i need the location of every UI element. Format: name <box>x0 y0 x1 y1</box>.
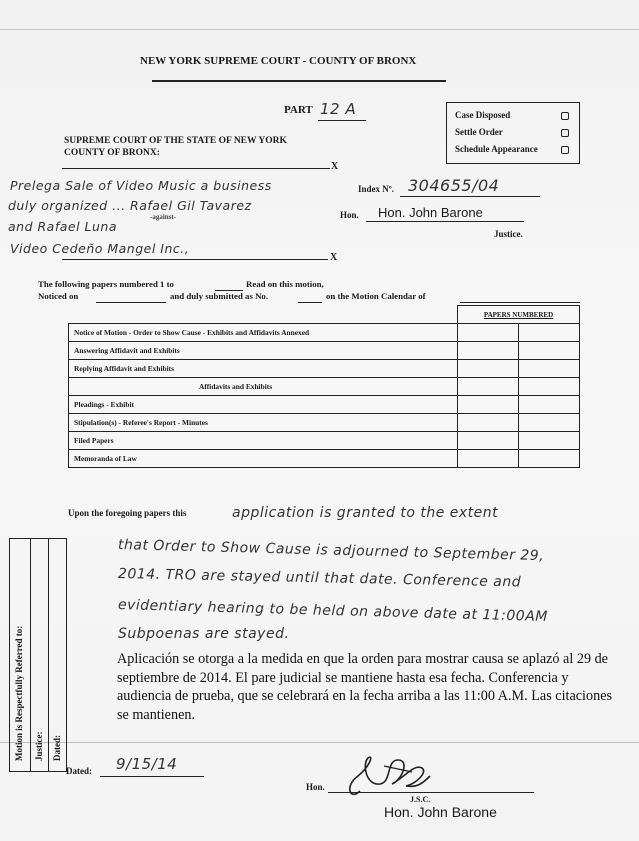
settle-order-checkbox[interactable] <box>561 129 569 137</box>
decision-hw-line-3: 2014. TRO are stayed until that date. Conference and <box>117 566 522 591</box>
part-underline <box>318 120 366 121</box>
motion-blank-3 <box>298 302 322 303</box>
caption-x-bottom: X <box>330 252 338 263</box>
motion-line-2b: and duly submitted as No. <box>170 291 269 301</box>
decision-hw-line-4: evidentiary hearing to be held on above date at 11:00AM <box>117 597 549 626</box>
paper-row-label: Memoranda of Law <box>69 450 458 468</box>
index-underline <box>400 196 540 197</box>
court-line-1: SUPREME COURT OF THE STATE OF NEW YORK <box>64 136 287 146</box>
scan-edge-top <box>0 29 639 30</box>
referred-label: Motion is Respectfully Referred to: <box>14 625 24 761</box>
referral-box <box>9 538 67 772</box>
table-header-row <box>69 306 580 324</box>
index-number: 304655/04 <box>408 176 500 195</box>
justice-label: Justice. <box>494 229 523 239</box>
dated-label: Dated: <box>66 766 92 776</box>
decision-intro: Upon the foregoing papers this <box>68 508 187 518</box>
table-row <box>69 396 580 414</box>
index-label: Index Nº. <box>358 184 394 194</box>
table-row <box>69 342 580 360</box>
table-row <box>69 414 580 432</box>
table-row <box>69 324 580 342</box>
table-row <box>69 378 580 396</box>
signature-line <box>328 792 534 793</box>
title-underline <box>152 80 446 82</box>
court-title: NEW YORK SUPREME COURT - COUNTY OF BRONX <box>140 55 417 67</box>
sidebox-justice-label: Justice: <box>34 731 44 761</box>
table-row <box>69 450 580 468</box>
settle-order-label: Settle Order <box>455 127 503 137</box>
jsc-label: J.S.C. <box>410 795 431 804</box>
schedule-appearance-label: Schedule Appearance <box>455 144 538 154</box>
decision-hw-line-1: application is granted to the extent <box>232 505 499 521</box>
caption-judge-name: Hon. John Barone <box>378 205 483 220</box>
part-label: PART <box>284 104 313 116</box>
table-row <box>69 360 580 378</box>
caption-x-top: X <box>331 161 339 172</box>
paper-row-label: Notice of Motion - Order to Show Cause - Exhibits and Affidavits Annexed <box>69 324 458 342</box>
case-status-box <box>446 102 580 164</box>
dated-value: 9/15/14 <box>116 755 178 773</box>
case-disposed-label: Case Disposed <box>455 110 511 120</box>
spanish-translation: Aplicación se otorga a la medida en que la orden para mostrar causa se aplazó al 29 de septiembre de 2014. El pare judicial se mantiene hasta esa fecha. Conferencia y audiencia de prueba, que se celebrará en la fecha arriba a las 11:00 A.M. Las citaciones se mantienen. <box>117 651 613 723</box>
table-row <box>69 432 580 450</box>
plaintiff-line-3: and Rafael Luna <box>8 219 118 234</box>
paper-row-label: Pleadings - Exhibit <box>69 396 458 414</box>
against-label: -against- <box>150 213 177 221</box>
defendant-name: Video Cedeño Mangel Inc., <box>10 241 190 256</box>
plaintiff-line-2: duly organized ... Rafael Gil Tavarez <box>8 198 252 213</box>
dated-underline <box>100 776 204 777</box>
motion-blank-2 <box>96 302 166 303</box>
paper-row-label: Stipulation(s) - Referee's Report - Minutes <box>69 414 458 432</box>
motion-line-1a: The following papers numbered 1 to <box>38 279 174 289</box>
paper-row-label: Replying Affidavit and Exhibits <box>69 360 458 378</box>
court-line-2: COUNTY OF BRONX: <box>64 148 160 158</box>
caption-top-rule <box>62 168 330 169</box>
hon-label: Hon. <box>340 210 359 220</box>
paper-row-label: Answering Affidavit and Exhibits <box>69 342 458 360</box>
sidebox-dated-label: Dated: <box>52 735 62 761</box>
signature-hon-label: Hon. <box>306 782 325 792</box>
plaintiff-line-1: Prelega Sale of Video Music a business <box>10 178 272 193</box>
paper-row-label: Affidavits and Exhibits <box>69 378 458 396</box>
paper-row-label: Filed Papers <box>69 432 458 450</box>
part-number: 12 A <box>320 100 357 118</box>
scan-edge-bottom <box>0 742 639 743</box>
papers-numbered-header: PAPERS NUMBERED <box>458 306 580 324</box>
hon-underline <box>366 221 524 222</box>
decision-hw-line-2: that Order to Show Cause is adjourned to September 29, <box>117 537 545 565</box>
motion-line-2a: Noticed on <box>38 291 79 301</box>
decision-hw-line-5: Subpoenas are stayed. <box>118 626 290 642</box>
caption-bottom-rule <box>62 259 328 260</box>
table-header-blank <box>69 306 458 324</box>
papers-table <box>68 305 580 468</box>
motion-line-1b: Read on this motion, <box>246 279 324 289</box>
schedule-appearance-checkbox[interactable] <box>561 146 569 154</box>
motion-blank-4 <box>460 302 580 303</box>
motion-line-2c: on the Motion Calendar of <box>326 291 426 301</box>
case-disposed-checkbox[interactable] <box>561 112 569 120</box>
signature-judge-name: Hon. John Barone <box>384 804 497 820</box>
